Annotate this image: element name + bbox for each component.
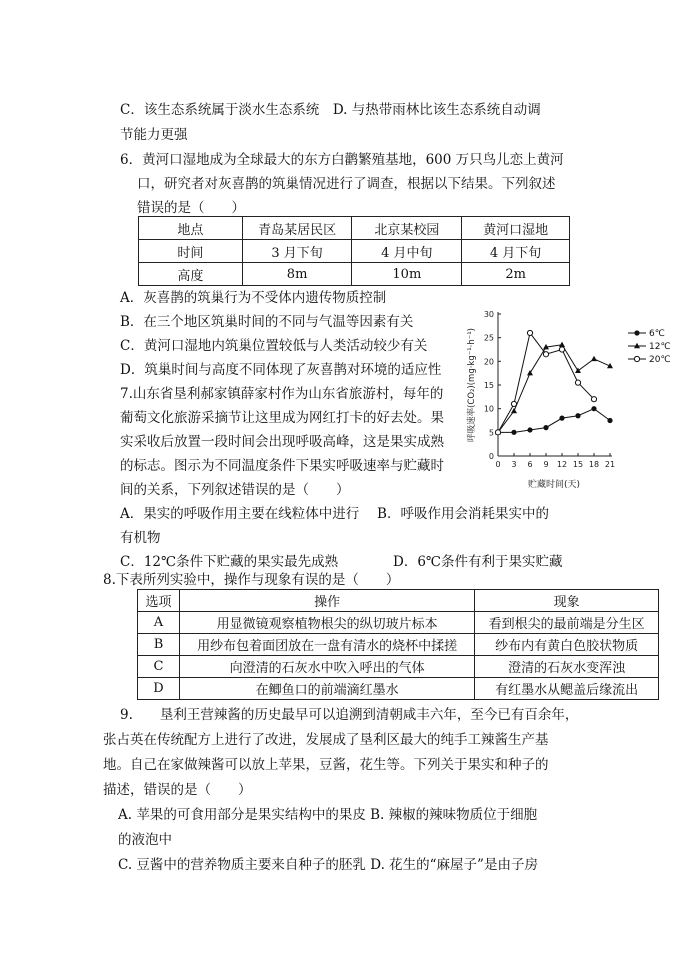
y-axis-label: 呼吸速率(CO₂)(mg·kg⁻¹·h⁻¹) bbox=[467, 328, 477, 442]
table-cell: 地点 bbox=[139, 217, 243, 240]
q7-stem-line5: 间的关系，下列叙述错误的是（ ） bbox=[120, 482, 350, 498]
q7-stem-line1: 7.山东省垦利郝家镇薛家村作为山东省旅游村，每年的 bbox=[120, 386, 444, 402]
data-point-6c bbox=[591, 406, 596, 411]
table-cell: 纱布内有黄白色胶状物质 bbox=[475, 634, 659, 656]
q6-stem-line3: 错误的是（ ） bbox=[137, 200, 245, 216]
q9-option-ab: A. 苹果的可食用部分是果实结构中的果皮 B. 辣椒的辣味物质位于细胞 bbox=[118, 807, 538, 823]
table-cell: 北京某校园 bbox=[352, 217, 462, 240]
q8-title: 8.下表所列实验中，操作与现象有误的是（ ） bbox=[103, 572, 400, 588]
data-point-6c bbox=[559, 416, 564, 421]
table-cell: 向澄清的石灰水中吹入呼出的气体 bbox=[179, 656, 474, 678]
table-cell: 在鲫鱼口的前端滴红墨水 bbox=[179, 678, 474, 700]
data-point-6c bbox=[511, 430, 516, 435]
x-tick-label: 0 bbox=[495, 460, 501, 469]
x-axis-label: 贮藏时间(天) bbox=[527, 480, 581, 490]
data-point-6c bbox=[575, 413, 580, 418]
q6-option-b: B．在三个地区筑巢时间的不同与气温等因素有关 bbox=[120, 314, 414, 330]
table-row bbox=[138, 656, 659, 678]
table-cell: B bbox=[138, 634, 180, 656]
y-tick-label: 10 bbox=[483, 404, 494, 414]
q7-option-c: C．12℃条件下贮藏的果实最先成熟 bbox=[120, 554, 339, 570]
y-tick-label: 0 bbox=[488, 452, 494, 461]
q6-stem-line1: 6．黄河口湿地成为全球最大的东方白鹳繁殖基地，600 万只鸟儿恋上黄河 bbox=[120, 152, 564, 168]
legend-label: 20℃ bbox=[649, 355, 671, 365]
q7-stem-line3: 实采收后放置一段时间会出现呼吸高峰，这是果实成熟 bbox=[120, 434, 444, 450]
table-cell: D bbox=[138, 678, 180, 700]
table-cell: 4 月中旬 bbox=[352, 240, 462, 263]
q8-table bbox=[137, 589, 659, 700]
data-point-6c bbox=[607, 418, 612, 423]
table-row bbox=[138, 634, 659, 656]
table-cell: 3 月下旬 bbox=[242, 240, 352, 263]
data-point-20c bbox=[634, 356, 639, 361]
table-cell: 10m bbox=[352, 263, 462, 286]
q6-option-d: D．筑巢时间与高度不同体现了灰喜鹊对环境的适应性 bbox=[120, 362, 442, 378]
table-cell: 2m bbox=[462, 263, 570, 286]
data-point-20c bbox=[527, 330, 532, 335]
x-tick-label: 3 bbox=[511, 460, 517, 469]
respiration-rate-chart bbox=[458, 306, 678, 500]
q7-stem-line2: 葡萄文化旅游采摘节让这里成为网红打卡的好去处。果 bbox=[120, 410, 444, 426]
y-tick-label: 5 bbox=[488, 428, 494, 438]
x-tick-label: 9 bbox=[543, 460, 549, 469]
q7-stem-line4: 的标志。图示为不同温度条件下果实呼吸速率与贮藏时 bbox=[120, 458, 444, 474]
series-1 bbox=[495, 342, 613, 435]
data-point-20c bbox=[559, 347, 564, 352]
data-point-20c bbox=[543, 352, 548, 357]
table-cell: 时间 bbox=[139, 240, 243, 263]
y-tick-label: 25 bbox=[483, 333, 494, 343]
x-tick-label: 18 bbox=[588, 460, 600, 469]
q6-table bbox=[138, 216, 570, 286]
data-point-6c bbox=[634, 330, 639, 335]
table-cell: 用纱布包着面团放在一盘有清水的烧杯中揉搓 bbox=[179, 634, 474, 656]
data-point-12c bbox=[559, 342, 565, 347]
table-cell: A bbox=[138, 612, 180, 634]
table-row bbox=[138, 678, 659, 700]
q5-option-d-cont: 节能力更强 bbox=[120, 127, 188, 143]
q5-option-cd: C．该生态系统属于淡水生态系统 D. 与热带雨林比该生态系统自动调 bbox=[120, 102, 541, 118]
y-tick-label: 30 bbox=[483, 310, 494, 319]
data-point-6c bbox=[527, 427, 532, 432]
q7-option-d: D．6℃条件有利于果实贮藏 bbox=[393, 554, 563, 570]
q9-stem-line1: 9. 垦利王营辣酱的历史最早可以追溯到清朝咸丰六年，至今已有百余年， bbox=[120, 707, 579, 723]
table-cell: 青岛某居民区 bbox=[242, 217, 352, 240]
q7-option-ab: A．果实的呼吸作用主要在线粒体中进行 B．呼吸作用会消耗果实中的 bbox=[120, 506, 549, 522]
legend-label: 12℃ bbox=[649, 342, 671, 352]
data-point-6c bbox=[543, 425, 548, 430]
table-header-cell: 现象 bbox=[475, 590, 659, 612]
table-cell: 8m bbox=[242, 263, 352, 286]
q6-option-a: A．灰喜鹊的筑巢行为不受体内遗传物质控制 bbox=[120, 290, 387, 306]
chart-legend bbox=[628, 329, 671, 365]
table-row bbox=[139, 217, 570, 240]
table-cell: 黄河口湿地 bbox=[462, 217, 570, 240]
y-tick-label: 20 bbox=[483, 357, 494, 367]
table-header-row bbox=[138, 590, 659, 612]
table-header-cell: 选项 bbox=[138, 590, 180, 612]
q7-option-b-cont: 有机物 bbox=[120, 530, 161, 546]
table-row bbox=[139, 263, 570, 286]
q9-option-cd: C. 豆酱中的营养物质主要来自种子的胚乳 D. 花生的“麻屋子”是由子房 bbox=[118, 857, 538, 873]
data-point-12c bbox=[527, 370, 533, 375]
table-cell: 澄清的石灰水变浑浊 bbox=[475, 656, 659, 678]
q9-stem-line4: 描述，错误的是（ ） bbox=[103, 782, 252, 798]
chart-series bbox=[495, 330, 613, 435]
q6-option-c: C．黄河口湿地内筑巢位置较低与人类活动较少有关 bbox=[120, 338, 428, 354]
x-tick-label: 6 bbox=[527, 460, 533, 469]
x-tick-label: 15 bbox=[572, 460, 584, 469]
data-point-20c bbox=[495, 430, 500, 435]
data-point-12c bbox=[591, 356, 597, 361]
x-tick-label: 12 bbox=[556, 460, 568, 469]
table-cell: 有红墨水从鳃盖后缘流出 bbox=[475, 678, 659, 700]
q9-stem-line3: 地。自己在家做辣酱可以放上苹果，豆酱，花生等。下列关于果实和种子的 bbox=[103, 757, 549, 773]
q9-option-b-cont: 的液泡中 bbox=[118, 832, 172, 848]
data-point-20c bbox=[511, 401, 516, 406]
y-tick-label: 15 bbox=[483, 381, 494, 390]
table-cell: C bbox=[138, 656, 180, 678]
table-cell: 看到根尖的最前端是分生区 bbox=[475, 612, 659, 634]
table-cell: 用显微镜观察植物根尖的纵切玻片标本 bbox=[179, 612, 474, 634]
table-cell: 高度 bbox=[139, 263, 243, 286]
q6-stem-line2: 口，研究者对灰喜鹊的筑巢情况进行了调查，根据以下结果。下列叙述 bbox=[137, 176, 556, 192]
data-point-20c bbox=[591, 397, 596, 402]
table-row bbox=[139, 240, 570, 263]
table-row bbox=[138, 612, 659, 634]
table-header-cell: 操作 bbox=[179, 590, 474, 612]
legend-label: 6℃ bbox=[649, 329, 665, 339]
data-point-12c bbox=[575, 368, 581, 373]
q9-stem-line2: 张占英在传统配方上进行了改进，发展成了垦利区最大的纯手工辣酱生产基 bbox=[103, 732, 549, 748]
x-tick-label: 21 bbox=[604, 460, 616, 469]
data-point-20c bbox=[575, 380, 580, 385]
table-cell: 4 月下旬 bbox=[462, 240, 570, 263]
